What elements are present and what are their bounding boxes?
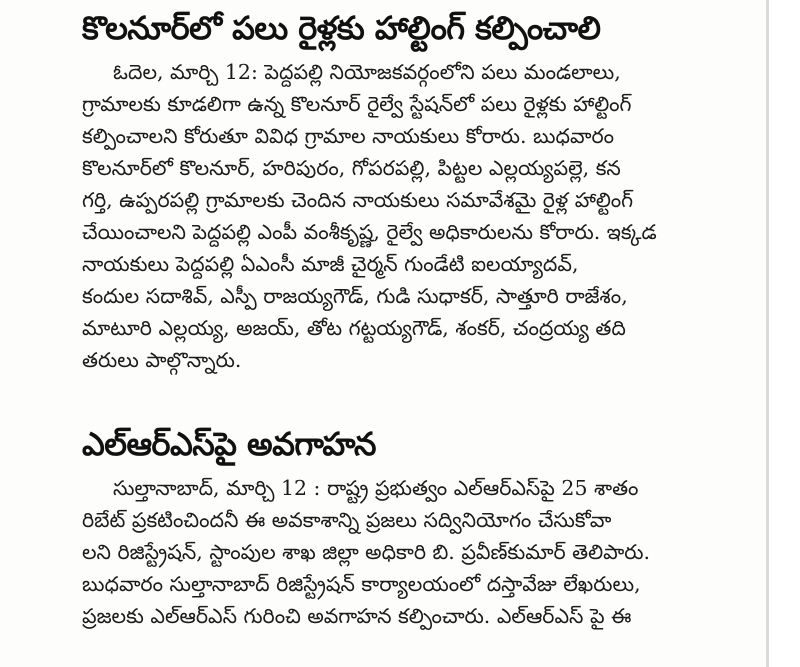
article-line: లని రిజిస్ట్రేషన్, స్టాంపుల శాఖ జిల్లా అధికారి బి. ప్రవీణ్‌కుమార్ తెలిపారు. (82, 540, 651, 564)
article-line: నాయకులు పెద్దపల్లి ఏఎంసీ మాజీ చైర్మన్ గుండేటి ఐలయ్యాదవ్, (82, 252, 579, 276)
article-line: చేయించాలని పెద్దపల్లి ఎంపీ వంశీకృష్ణ, రైల్వే అధికారులను కోరారు. ఇక్కడ (82, 220, 657, 244)
article-kolanur-halting (0, 2, 760, 376)
article-line: సుల్తానాబాద్, మార్చి 12 : రాష్ట్ర ప్రభుత్వం ఎల్ఆర్ఎస్‌పై 25 శాతం (113, 476, 639, 500)
article-line: ఓదెల, మార్చి 12: పెద్దపల్లి నియోజకవర్గంలోని పలు మండలాలు, (113, 60, 621, 84)
article-headline: కొలనూర్‌లో పలు రైళ్లకు హాల్టింగ్ కల్పించాలి (82, 9, 601, 47)
article-line: కల్పించాలని కోరుతూ వివిధ గ్రామాల నాయకులు కోరారు. బుధవారం (82, 124, 615, 148)
article-line: మాటూరి ఎల్లయ్య, అజయ్, తోట గట్టయ్యగౌడ్, శంకర్, చంద్రయ్య తది (82, 316, 626, 340)
article-line: గర్తి, ఉప్పరపల్లి గ్రామాలకు చెందిన నాయకులు సమావేశమై రైళ్ల హాల్టింగ్ (82, 188, 634, 212)
article-line: తరులు పాల్గొన్నారు. (82, 348, 242, 372)
article-lrs-awareness (0, 418, 760, 632)
article-line: ప్రజలకు ఎల్ఆర్ఎస్ గురించి అవగాహన కల్పించారు. ఎల్ఆర్ఎస్ పై ఈ (82, 604, 632, 628)
article-headline: ఎల్ఆర్ఎస్‌పై అవగాహన (82, 425, 376, 463)
article-line: బుధవారం సుల్తానాబాద్ రిజిస్ట్రేషన్ కార్యాలయంలో దస్తావేజు లేఖరులు, (82, 572, 641, 596)
article-line: రిబేట్ ప్రకటించిందనీ ఈ అవకాశాన్ని ప్రజలు సద్వినియోగం చేసుకోవా (82, 508, 612, 532)
article-line: కొలనూర్‌లో కొలనూర్, హరిపురం, గోపరపల్లి, పిట్టల ఎల్లయ్యపల్లె, కన (82, 156, 621, 180)
article-body (0, 56, 760, 376)
article-body (0, 472, 760, 632)
page-margin (769, 0, 800, 667)
article-line: కందుల సదాశివ్, ఎస్పీ రాజయ్యగౌడ్, గుడి సుధాకర్, సాత్తూరి రాజేశం, (82, 284, 628, 308)
article-line: గ్రామాలకు కూడలిగా ఉన్న కొలనూర్ రైల్వే స్టేషన్‌లో పలు రైళ్లకు హాల్టింగ్ (82, 92, 632, 116)
